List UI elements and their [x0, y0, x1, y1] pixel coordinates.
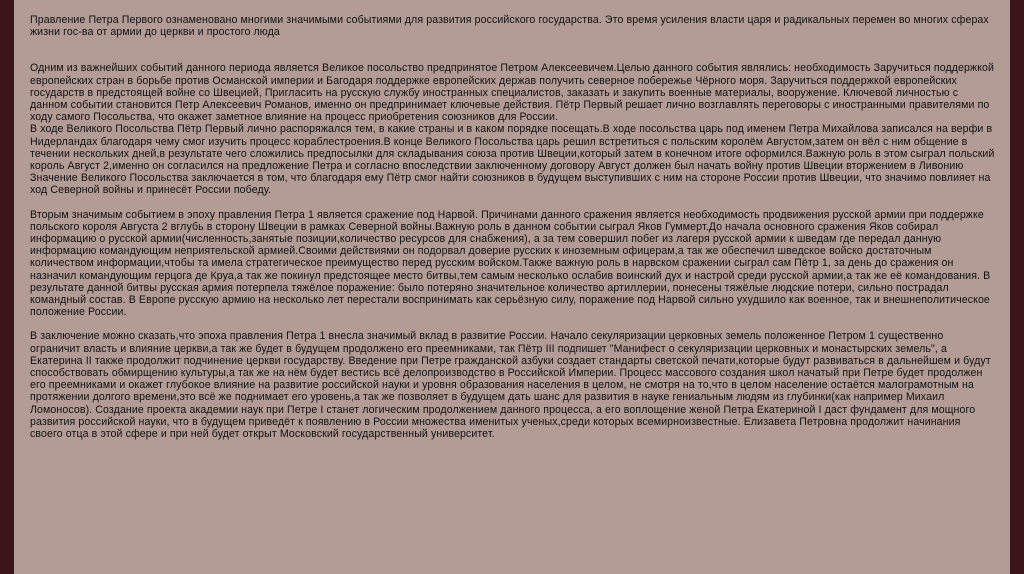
right-frame-edge	[1010, 0, 1024, 574]
paragraph-spacer	[30, 38, 996, 62]
conclusion-paragraph: В заключение можно сказать,что эпоха правления Петра 1 внесла значимый вклад в развитие России. Начало секуляризации церковных земель положенное Петром 1 существенно ограничит власть и влияние церкви,а так же будет в будущем продолжено его преемниками, так Пётр III подпишет "Манифест о секуляризации церковных и монастырских земель", а Екатерина II также продолжит подчинение церкви государству. Введение при Петре гражданской азбуки создает стандарты светской печати,которые будут развиваться в дальнейшем и будут способствовать обмирщению культуры,а так же на нём будет вестись всё делопроизводство в Российской Империи. Процесс массового создания школ начатый при Петре будет продолжен его преемниками и окажет глубокое влияние на развитие российской науки и уровня образования населения в целом, не смотря на то,что в целом население остаётся малограмотным на протяжении долгого времени,это всё же поднимает его уровень,а так же позволяет в будущем дать шанс для развития в науке гениальным людям из глубинки(как например Михаил Ломоносов). Создание проекта академии наук при Петре I станет логическим продолжением данного процесса, а его воплощение женой Петра Екатериной I даст фундамент для мощного развития российской науки, что в будущем приведёт к появлению в России множества именитых ученых,среди которых всемирноизвестные. Елизавета Петровна продолжит начинания своего отца в этой сфере и при ней будет открыт Московский государственный университет.	[30, 330, 991, 441]
intro-paragraph: Правление Петра Первого ознаменовано многими значимыми событиями для развития российского государства. Это время усиления власти царя и радикальных перемен во многих сферах жизни гос-ва от армии до церкви и простого люда	[30, 14, 989, 39]
slide-text-panel	[14, 0, 1010, 574]
embassy-paragraph-2: В ходе Великого Посольства Пётр Первый лично распоряжался тем, в какие страны и в каком порядке посещать.В ходе посольства царь под именем Петра Михайлова записался на верфи в Нидерландах благодаря чему смог изучить процесс кораблестроения.В конце Великого Посольства царь решил встретиться с польским королём Августом,затем он вёл с ним общение в течении нескольких дней,в результате чего сложились предпосылки для складывания союза против Швеции,который затем в конечном итоге оформился.Важную роль в этом сыграл польский король Август 2,именно он согласился на предложение Петра и согласно впоследствии заключенному договору Август должен был начать войну против Швеции вторжением в Ливонию	[30, 123, 995, 173]
embassy-paragraph-3: Значение Великого Посольства заключается в том, что благодаря ему Пётр смог найти союзников в будущем выступивших с ним на стороне России против Швеции, что значимо повлияет на ход Северной войны и принесёт России победу.	[30, 172, 991, 197]
left-frame-edge	[0, 0, 14, 574]
paragraph-spacer	[30, 318, 996, 330]
narva-paragraph: Вторым значимым событием в эпоху правления Петра 1 является сражение под Нарвой. Причинами данного сражения является необходимость продвижения русской армии при поддержке польского короля Августа 2 вглубь в сторону Швеции в рамках Северной войны.Важную роль в данном событии сыграл Яков Гуммерт.До начала основного сражения Яков собирал информацию о русской армии(численность,занятые позиции,количество ресурсов для снабжения), а за тем совершил побег из лагеря русской армии к шведам где передал данную информацию командующим неприятельской армией.Своими действиями он подорвал доверие русских к иноземным офицерам,а так же обеспечил шведское войско достаточным количеством информации,чтобы та имела стратегическое преимущество перед русским войском.Также важную роль в нарвском сражении сыграл сам Пётр 1, за день до сражения он назначил командующим герцога де Круа,а так же покинул предстоящее место битвы,тем самым несколько ослабив воинский дух и настрой среди русской армии,а так же её командования. В результате данной битвы русская армия потерпела тяжёлое поражение: было потеряно значительное количество артиллерии, понесены тяжёлые людские потери, сильно пострадал командный состав. В Европе русскую армию на несколько лет перестали воспринимать как серьёзную силу, поражение под Нарвой сильно ухудшило как военное, так и внешнеполитическое положение России.	[30, 208, 991, 319]
embassy-paragraph-1: Одним из важнейших событий данного периода является Великое посольство предпринятое Петром Алексеевичем.Целью данного события являлись: необходимость Заручиться поддержкой европейских стран в борьбе против Османской империи и Багодаря поддержке европейских держав получить северное побережье Чёрного моря. Заручиться поддержкой европейских государств в предстоящей войне со Швецией, Пригласить на русскую службу иностранных специалистов, заказать и закупить военные материалы, вооружение. Ключевой личностью с данном событии становится Петр Алексеевич Романов, именно он предпринимает ключевые действия. Пётр Первый решает лично возглавлять переговоры с иностранными правителями по ходу самого Посольства, что окажет заметное влияние на процесс приобретения союзников для России.	[30, 62, 995, 124]
paragraph-spacer	[30, 197, 996, 209]
